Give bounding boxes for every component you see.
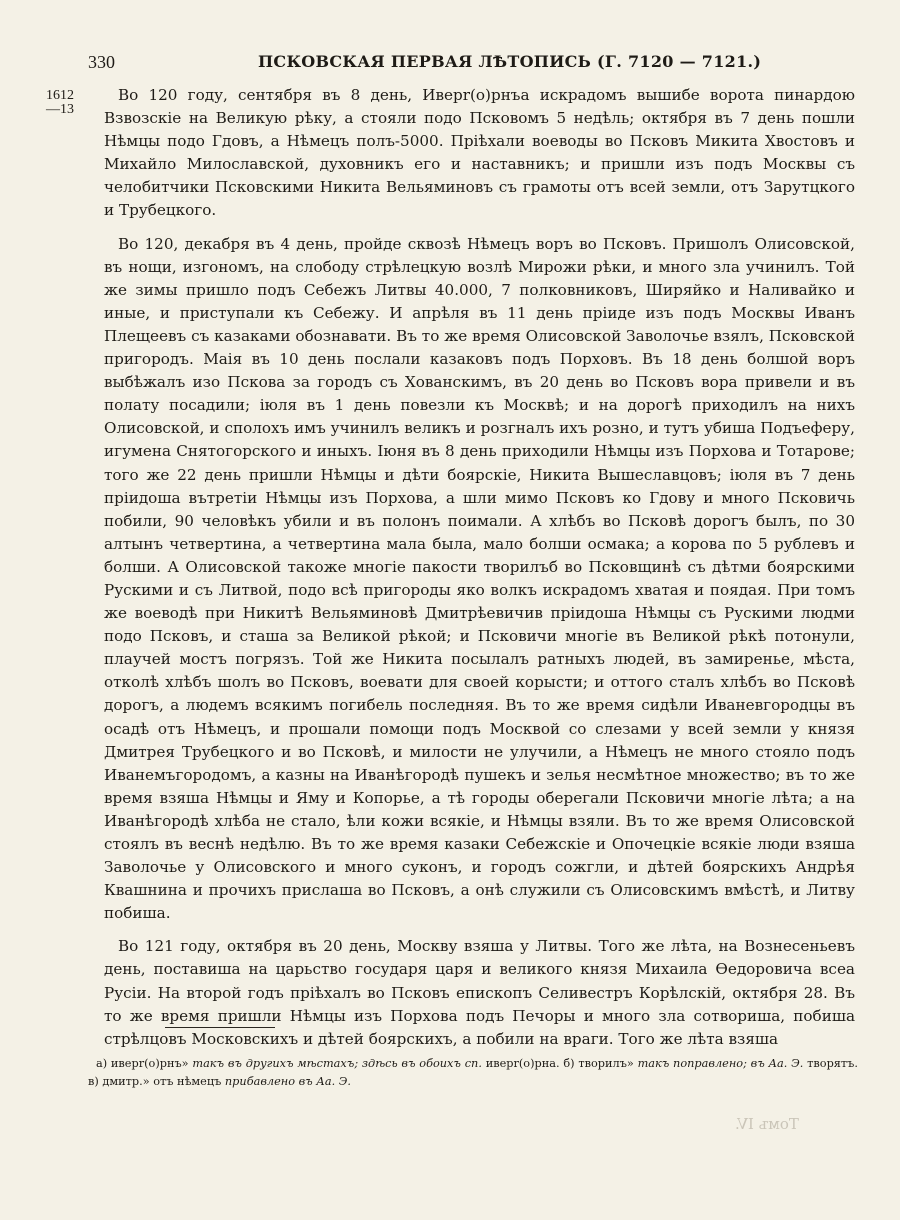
- paragraph-1: Во 120 году, сентября въ 8 день, Иверr(о)рнъа искрадомъ вышибе ворота пинардою Взвозскіе на Великую рѣку, а стояли подо Псковомъ 5 недѣль; октября въ 7 день пошли Нѣмцы подо Гдовъ, а Нѣмецъ полъ-5000. Пріѣхали воеводы во Псковъ Микита Хвостовъ и Михайло Милославской, духовникъ его и наставникъ; и пришли изъ подъ Москвы съ челобитчики Псковскими Никита Вельяминовъ съ грамоты отъ всей земли, отъ Зарутцкого и Трубецкого.: [104, 86, 855, 220]
- page-header: [88, 50, 856, 76]
- footnote-divider: [165, 1027, 275, 1028]
- paragraph-2: Во 120, декабря въ 4 день, пройде сквозѣ Нѣмецъ воръ во Псковъ. Пришолъ Олисовской, въ нощи, изгономъ, на слободу стрѣлецкую возлѣ Мирожи рѣки, и много зла учинилъ. Той же зимы пришло подъ Себежъ Литвы 40.000, 7 полковниковъ, Ширяйко и Наливайко и иные, и приступали къ Себежу. И апрѣля въ 11 день пріиде изъ подъ Москвы Иванъ Плещеевъ съ казаками обознавати. Въ то же время Олисовской Заволочье взялъ, Псковской пригородъ. Маія въ 10 день послали казаковъ подъ Порховъ. Въ 18 день болшой воръ выбѣжалъ изо Пскова за городъ съ Хованскимъ, въ 20 день во Псковъ вора привели и въ полату посадили; іюля въ 1 день повезли къ Москвѣ; и на дорогѣ приходилъ на нихъ Олисовской, и сполохъ имъ учинилъ великъ и розгналъ ихъ розно, и тутъ убиша Подъеферу, игумена Снятогорского и иныхъ. Іюня въ 8 день приходили Нѣмцы изъ Порхова и Тотарове; того же 22 день пришли Нѣмцы и дѣти боярскіе, Никита Вышеславцовъ; іюля въ 7 день пріидоша вътретіи Нѣмцы изъ Порхова, а шли мимо Псковъ ко Гдову и много Псковичь побили, 90 человѣкъ убили и въ полонъ поимали. А хлѣбъ во Псковѣ дорогъ былъ, по 30 алтынъ четвертина, а четвертина мала была, мало болши осмака; а корова по 5 рублевъ и болши. А Олисовской такоже многіе пакости творилъб во Псковщинѣ съ дѣтми боярскими Рускими и съ Литвой, подо всѣ пригороды яко волкъ искрадомъ хватая и поядая. При томъ же воеводѣ при Никитѣ Вельяминовѣ Дмитрѣевичив пріидоша Нѣмцы съ Рускими людми подо Псковъ, и сташа за Великой рѣкой; и Псковичи многіе въ Великой рѣкѣ потонули, плаучей мостъ погрязъ. Той же Никита посылалъ ратныхъ людей, въ замиренье, мѣста, отколѣ хлѣбъ шолъ во Псковъ, воевати для своей корысти; и оттого сталъ хлѣбъ во Псковѣ дорогъ, а людемъ всякимъ погибель последняя. Въ то же время сидѣли Иваневгородцы въ осадѣ отъ Нѣмецъ, и прошали помощи подъ Москвой со слезами у всей земли у князя Дмитрея Трубецкого и во Псковѣ, и милости не улучили, а Нѣмецъ не много стояло подъ Иванемъгородомъ, а казны на Иванѣгородѣ пушекъ и зелья несмѣтное множество; въ то же время взяша Нѣмцы и Яму и Копорье, а тѣ городы оберегали Псковичи многіе лѣта; а на Иванѣгородѣ хлѣба не стало, ѣли кожи всякіе, и Нѣмцы взяли. Въ то же время Олисовской стоялъ въ веснѣ недѣлю. Въ то же время казаки Себежскіе и Опочецкіе всякіе люди взяша Заволочье у Олисовского и много суконъ, и городъ сожгли, и дѣтей боярскихъ Андрѣя Квашнина и прочихъ прислаша во Псковъ, а онѣ служили съ Олисовскимъ вмѣстѣ, и Литву побиша.: [104, 234, 855, 923]
- footnote-a-variant: иверr(о)рна.: [485, 1057, 560, 1070]
- footnote-a-label: а) иверr(о)рнъ»: [96, 1057, 189, 1070]
- footnote-b-variant: творятъ.: [807, 1057, 858, 1070]
- page-number: 330: [88, 52, 115, 72]
- footnotes: [88, 1055, 858, 1091]
- bleed-through-text: Томъ IV.: [735, 1115, 799, 1133]
- chronicle-text: [104, 84, 855, 1061]
- running-title: ПСКОВСКАЯ ПЕРВАЯ ЛѢТОПИСЬ (Г. 7120 — 7121.): [258, 52, 762, 71]
- footnote-v-label: в) дмитр.» отъ нѣмецъ: [88, 1075, 222, 1088]
- paragraph-3: Во 121 году, октября въ 20 день, Москву взяша у Литвы. Того же лѣта, на Вознесеньевъ день, поставиша на царьство государя царя и великого князя Михаила Ѳедоровича всеа Русіи. На второй годъ пріѣхалъ во Псковъ епископъ Селивестръ Корѣлскій, октября 28. Въ то же время пришли Нѣмцы изъ Порхова подъ Печоры и много зла сотвориша, побиша стрѣлцовъ Московскихъ и дѣтей боярскихъ, а побили на враги. Того же лѣта взяша: [104, 937, 855, 1048]
- footnote-v-note: прибавлено въ Аа. Э.: [224, 1075, 352, 1088]
- footnote-a-note: такъ въ другихъ мѣстахъ; здѣсь въ обоихъ сп.: [192, 1057, 482, 1070]
- footnote-b-note: такъ поправлено; въ Аа. Э.: [637, 1057, 804, 1070]
- margin-year-note: 1612 —13: [46, 88, 74, 117]
- footnote-b-label: б) творилъ»: [563, 1057, 634, 1070]
